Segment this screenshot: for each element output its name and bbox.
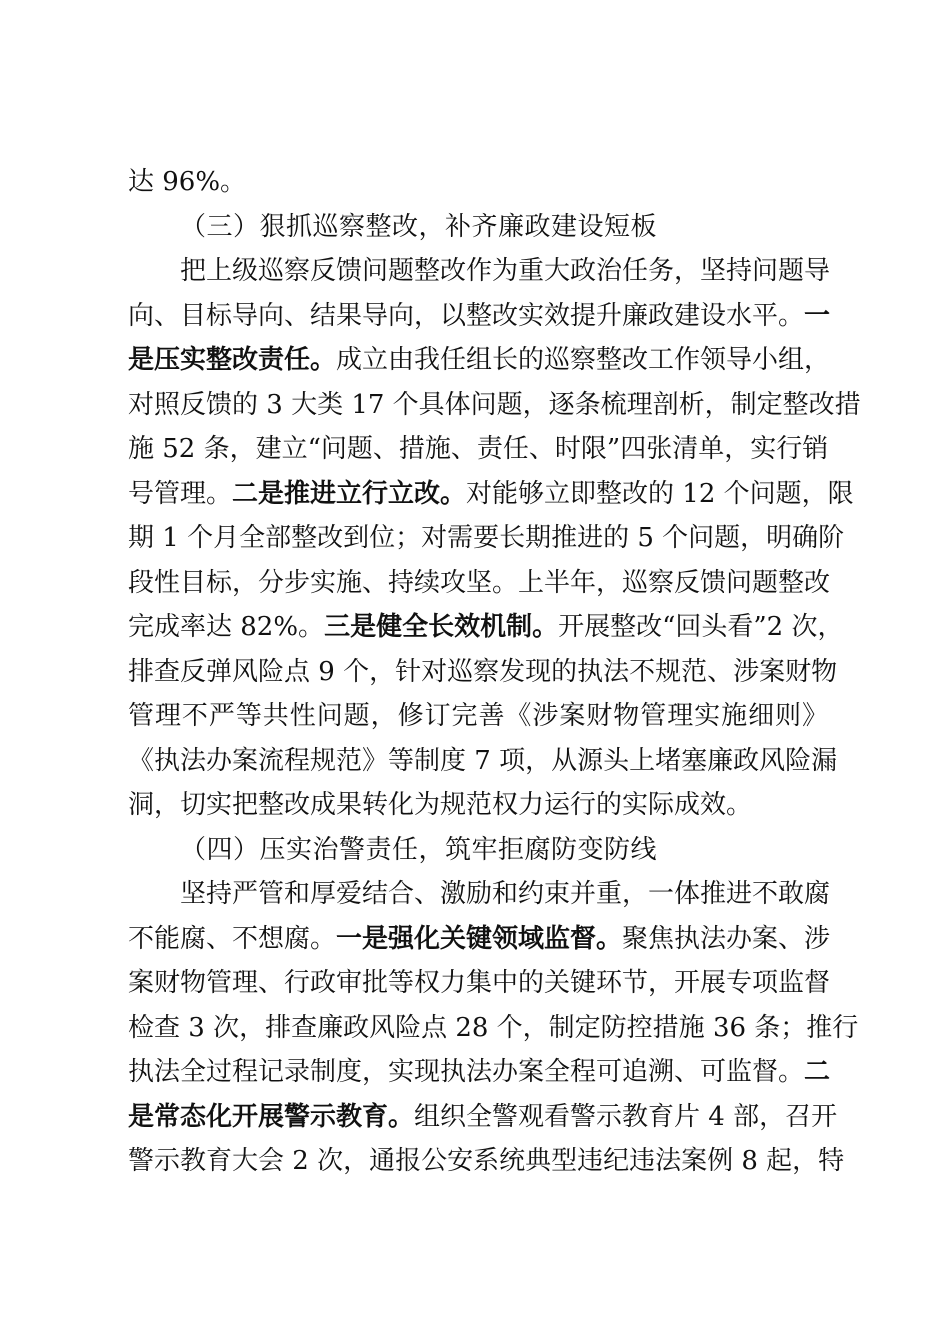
text-run: 管理不严等共性问题，修订完善《涉案财物管理实施细则》 [128, 701, 828, 731]
paragraph-line [128, 1095, 838, 1140]
paragraph-line [128, 472, 854, 517]
text-run: 施 52 条，建立“问题、措施、责任、时限”四张清单，实行销 [128, 434, 829, 464]
text-run: 检查 3 次，排查廉政风险点 28 个，制定防控措施 36 条；推行 [128, 1012, 859, 1043]
paragraph-line [128, 1050, 831, 1095]
text-run: 《执法办案流程规范》等制度 7 项，从源头上堵塞廉政风险漏 [128, 745, 838, 776]
text-run: 坚持严管和厚爱结合、激励和约束并重，一体推进不敢腐 [180, 879, 831, 909]
paragraph-line [128, 917, 831, 962]
paragraph-line [128, 1006, 859, 1051]
text-run: 段性目标，分步实施、持续攻坚。上半年，巡察反馈问题整改 [128, 567, 831, 598]
text-run: 把上级巡察反馈问题整改作为重大政治任务，坚持问题导 [180, 256, 831, 286]
bold-run: 是压实整改责任。 [128, 345, 337, 375]
bold-run: 三是健全长效机制。 [324, 612, 559, 642]
paragraph-line [128, 427, 828, 472]
bold-run: 一是强化关键领域监督。 [336, 923, 623, 954]
text-run: 开展整改“回头看”2 次， [558, 612, 844, 642]
text-run: 警示教育大会 2 次，通报公安系统典型违纪违法案例 8 起，特 [128, 1146, 845, 1176]
section-heading-4 [128, 828, 828, 873]
bold-run: 一 [804, 300, 831, 331]
text-run: 排查反弹风险点 9 个，针对巡察发现的执法不规范、涉案财物 [128, 656, 838, 687]
paragraph-line [128, 1139, 845, 1184]
paragraph-line [128, 961, 831, 1006]
paragraph-line [128, 783, 828, 828]
text-block-top [128, 160, 861, 1184]
paragraph-line [128, 294, 831, 339]
text-run: 对照反馈的 3 大类 17 个具体问题，逐条梳理剖析，制定整改措 [128, 389, 861, 420]
paragraph-line [128, 516, 845, 561]
text-run: 对能够立即整改的 12 个问题，限 [466, 478, 854, 509]
text-run: 向、目标导向、结果导向，以整改实效提升廉政建设水平。 [128, 300, 805, 331]
text-run: 完成率达 82%。 [128, 612, 325, 642]
paragraph-line [128, 383, 861, 428]
text-run: 期 1 个月全部整改到位；对需要长期推进的 5 个问题，明确阶 [128, 523, 845, 553]
bold-run: 二是推进立行立改。 [232, 478, 467, 509]
paragraph-line [128, 561, 831, 606]
text-run: 成立由我任组长的巡察整改工作领导小组， [336, 345, 831, 375]
section-heading-3 [128, 205, 828, 250]
text-run: 执法全过程记录制度，实现执法办案全程可追溯、可监督。 [128, 1057, 805, 1087]
paragraph-line [128, 694, 828, 739]
paragraph-line [128, 872, 831, 917]
text-run: 达 96%。 [128, 167, 247, 197]
bold-run: 二 [804, 1057, 831, 1087]
text-run: 洞，切实把整改成果转化为规范权力运行的实际成效。 [128, 790, 753, 820]
text-run: 聚焦执法办案、涉 [622, 923, 831, 954]
paragraph-line [128, 605, 844, 650]
paragraph-line [128, 249, 831, 294]
text-run: 号管理。 [128, 478, 233, 509]
paragraph-line [128, 338, 831, 383]
text-run: 不能腐、不想腐。 [128, 923, 337, 954]
paragraph-line [128, 650, 838, 695]
paragraph-line [128, 739, 838, 784]
heading-text: （四）压实治警责任，筑牢拒腐防变防线 [180, 834, 658, 865]
text-run: 组织全警观看警示教育片 4 部，召开 [414, 1101, 838, 1132]
text-run: 案财物管理、行政审批等权力集中的关键环节，开展专项监督 [128, 968, 831, 998]
text-line [128, 160, 828, 205]
heading-text: （三）狠抓巡察整改，补齐廉政建设短板 [180, 211, 658, 242]
bold-run: 是常态化开展警示教育。 [128, 1101, 415, 1132]
